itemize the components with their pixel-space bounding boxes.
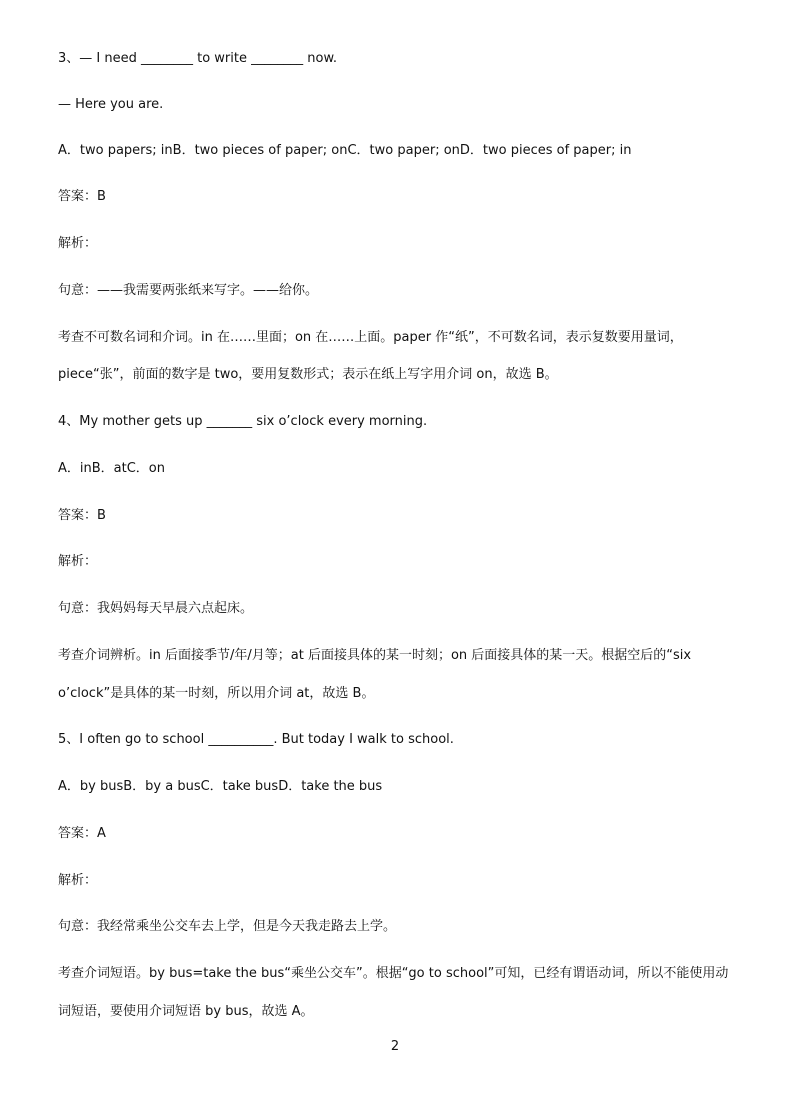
question-4-answer: 答案：B xyxy=(58,508,106,523)
page-number: 2 xyxy=(390,1039,400,1054)
question-3-answer: 答案：B xyxy=(58,189,106,204)
question-5-meaning: 句意：我经常乘坐公交车去上学，但是今天我走路去上学。 xyxy=(58,919,397,934)
question-5-answer: 答案：A xyxy=(58,826,106,841)
question-4-explanation-line1: 考查介词辨析。in 后面接季节/年/月等；at 后面接具体的某一时刻；on 后面接具体的某一天。根据空后的“six xyxy=(58,648,692,663)
question-5-analysis-label: 解析： xyxy=(58,873,98,888)
question-5-options: A．by busB．by a busC．take busD．take the bus xyxy=(58,779,383,794)
question-3-options: A．two papers; inB．two pieces of paper; onC．two paper; onD．two pieces of paper; in xyxy=(58,143,632,158)
question-4-stem: 4、My mother gets up _______ six o’clock every morning. xyxy=(58,414,428,429)
question-3-explanation-line2: piece“张”，前面的数字是 two，要用复数形式；表示在纸上写字用介词 on，故选 B。 xyxy=(58,367,558,382)
question-5-stem: 5、I often go to school __________. But today I walk to school. xyxy=(58,732,454,747)
question-3-stem-line2: — Here you are. xyxy=(58,97,164,112)
question-3-analysis-label: 解析： xyxy=(58,236,98,251)
question-3-meaning: 句意：——我需要两张纸来写字。——给你。 xyxy=(58,283,319,298)
question-3-explanation-line1: 考查不可数名词和介词。in 在……里面；on 在……上面。paper 作“纸”，不可数名词，表示复数要用量词， xyxy=(58,330,683,345)
question-5-explanation-line2: 词短语，要使用介词短语 by bus，故选 A。 xyxy=(58,1004,314,1019)
question-5-explanation-line1: 考查介词短语。by bus=take the bus“乘坐公交车”。根据“go to school”可知，已经有谓语动词，所以不能使用动 xyxy=(58,966,729,981)
question-4-analysis-label: 解析： xyxy=(58,554,98,569)
question-4-meaning: 句意：我妈妈每天早晨六点起床。 xyxy=(58,601,254,616)
question-3-stem: 3、— I need ________ to write ________ now. xyxy=(58,51,338,66)
question-4-options: A．inB．atC．on xyxy=(58,461,165,476)
question-4-explanation-line2: o’clock”是具体的某一时刻，所以用介词 at，故选 B。 xyxy=(58,686,375,701)
